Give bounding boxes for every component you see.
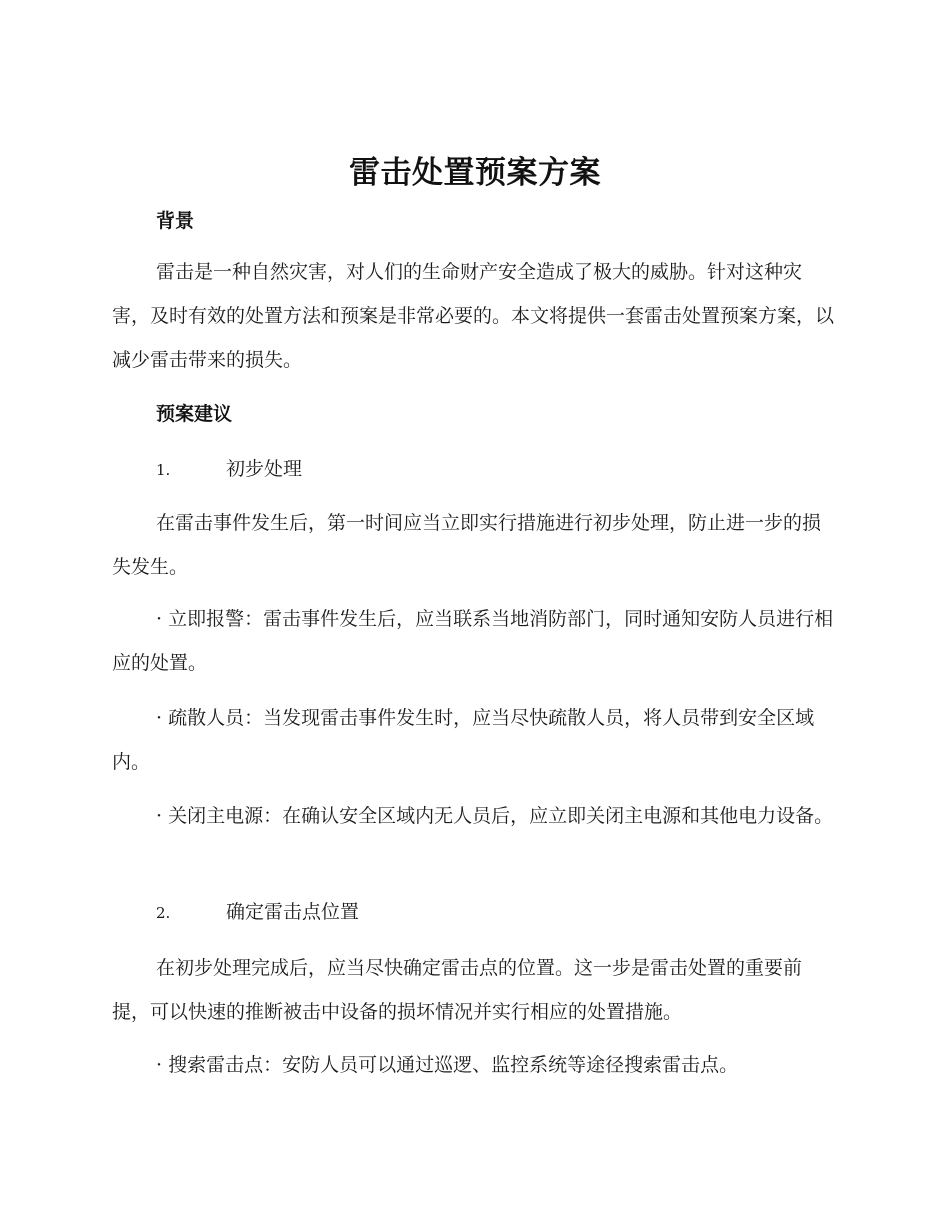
paragraph-step-1-intro: 在雷击事件发生后，第一时间应当立即实行措施进行初步处理，防止进一步的损失发生。 <box>112 512 822 578</box>
document-title: 雷击处置预案方案 <box>349 155 601 191</box>
paragraph-background: 雷击是一种自然灾害，对人们的生命财产安全造成了极大的威胁。针对这种灾害，及时有效的处置方法和预案是非常必要的。本文将提供一套雷击处置预案方案，以减少雷击带来的损失。 <box>112 261 835 371</box>
paragraph-step-2-intro: 在初步处理完成后，应当尽快确定雷击点的位置。这一步是雷击处置的重要前提，可以快速的推断被击中设备的损坏情况并实行相应的处置措施。 <box>112 957 803 1023</box>
bullet-report-alarm: · 立即报警：雷击事件发生后，应当联系当地消防部门，同时通知安防人员进行相应的处置。 <box>112 608 834 674</box>
section-heading-plan: 预案建议 <box>156 403 233 425</box>
section-heading-background: 背景 <box>156 210 195 232</box>
bullet-shut-power: · 关闭主电源：在确认安全区域内无人员后，应立即关闭主电源和其他电力设备。 <box>156 805 834 827</box>
bullet-evacuate: · 疏散人员：当发现雷击事件发生时，应当尽快疏散人员，将人员带到安全区域内。 <box>112 707 815 773</box>
bullet-search-strike-point: · 搜索雷击点：安防人员可以通过巡逻、监控系统等途径搜索雷击点。 <box>156 1054 739 1076</box>
step-label: 确定雷击点位置 <box>226 901 360 923</box>
step-number: 1. <box>156 461 171 479</box>
step-number: 2. <box>156 904 171 922</box>
step-1-heading <box>156 454 302 485</box>
step-2-heading <box>156 897 359 928</box>
step-label: 初步处理 <box>226 458 303 480</box>
